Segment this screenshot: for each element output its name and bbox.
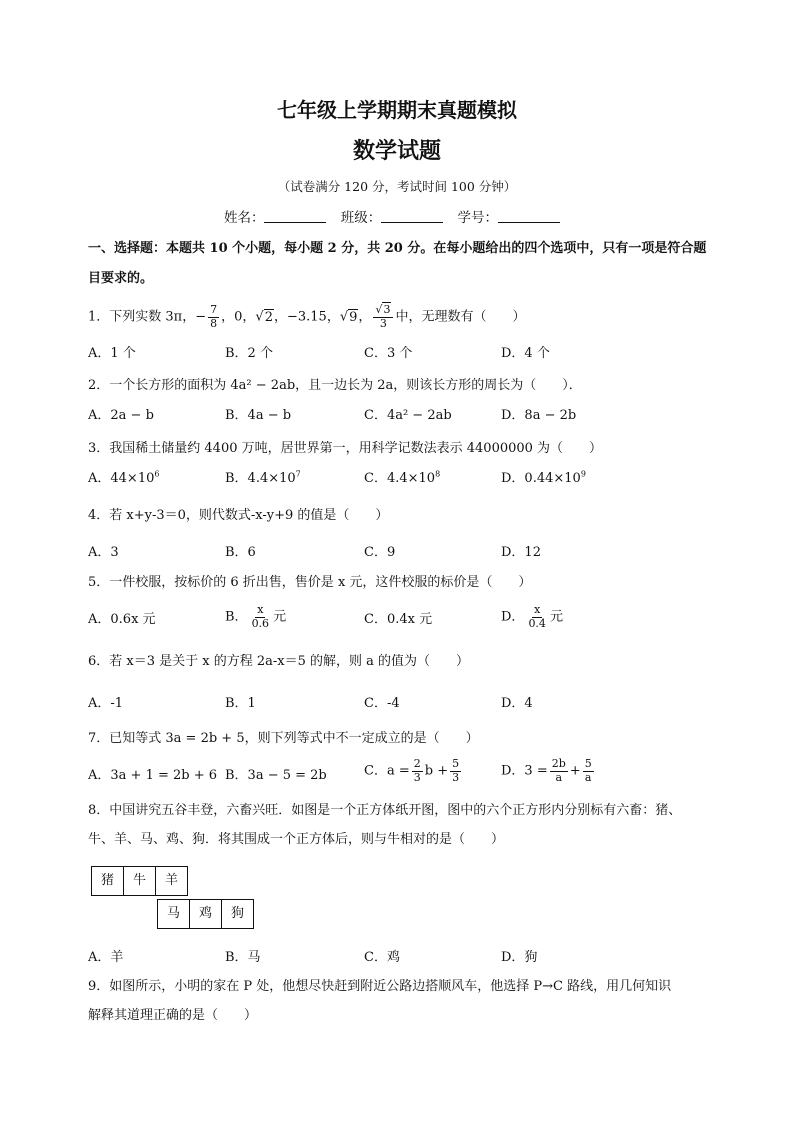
q7-c-den2: 3 (452, 770, 460, 784)
q3-option-b[interactable] (225, 467, 301, 486)
name-label: 姓名： (223, 210, 265, 226)
q2-option-d[interactable]: D．8a − 2b (501, 408, 577, 423)
q8-stem-line1: 8．中国讲究五谷丰登，六畜兴旺．如图是一个正方体纸开图，图中的六个正方形内分别标有六畜：猪、 (88, 803, 682, 818)
q5-b-den: 0.6 (251, 616, 270, 630)
cube-net-cell: 牛 (123, 866, 156, 896)
q3-c-base: C．4.4×10 (364, 471, 436, 486)
q6-option-a[interactable]: A．-1 (88, 696, 124, 711)
question-2: 2．一个长方形的面积为 4a² − 2ab，且一边长为 2a，则该长方形的周长为（ ）． (88, 378, 582, 393)
q1-stem-c: ，−3.15， (273, 309, 340, 325)
q4-option-d[interactable]: D．12 (501, 545, 541, 560)
q4-option-b[interactable]: B．6 (225, 545, 256, 560)
id-label: 学号： (457, 210, 499, 226)
q7-c-pre: C．a = (364, 763, 410, 779)
q7-c-den1: 3 (413, 770, 421, 784)
q7-c-mid: b + (424, 763, 449, 779)
q1-frac-den: 8 (210, 316, 218, 330)
q5-option-a[interactable]: A．0.6x 元 (88, 612, 156, 627)
q5-b-pre: B． (225, 609, 248, 625)
q1-frac2-den: 3 (379, 316, 387, 330)
q4-option-a[interactable]: A．3 (88, 545, 119, 560)
question-5: 5．一件校服，按标价的 6 折出售，售价是 x 元，这件校服的标价是（ ） (88, 575, 532, 590)
q8-option-c[interactable]: C．鸡 (364, 950, 400, 965)
q7-d-mid: + (569, 763, 581, 779)
q1-sqrt9: 9 (349, 309, 358, 325)
q8-option-d[interactable]: D．狗 (501, 950, 538, 965)
q1-fraction-2 (373, 304, 393, 330)
q5-b-post: 元 (273, 609, 287, 625)
q7-c-fraction-1 (412, 758, 423, 784)
q1-frac2-num: √3 (373, 304, 393, 318)
q7-d-num1: 2b (551, 757, 566, 770)
student-info-line (0, 206, 794, 226)
cube-net-cell: 狗 (221, 899, 254, 929)
q6-option-d[interactable]: D．4 (501, 696, 533, 711)
q5-d-den: 0.4 (528, 616, 546, 630)
question-3: 3．我国稀土储量约 4400 万吨，居世界第一，用科学记数法表示 44000000 为（ ） (88, 441, 603, 456)
q5-b-fraction (250, 604, 272, 630)
q1-sqrt2: 2 (264, 309, 273, 325)
cube-net-cell: 马 (157, 899, 190, 929)
q3-option-c[interactable] (364, 467, 440, 486)
q3-d-base: D．0.44×10 (501, 471, 581, 486)
q9-stem-line2: 解释其道理正确的是（ ） (88, 1008, 258, 1023)
q7-d-den1: a (555, 770, 563, 784)
q3-b-base: B．4.4×10 (225, 471, 296, 486)
q7-d-num2: 5 (584, 757, 592, 770)
question-7: 7．已知等式 3a = 2b + 5，则下列等式中不一定成立的是（ ） (88, 731, 479, 746)
q1-option-d[interactable]: D．4 个 (501, 346, 550, 361)
q7-option-a[interactable]: A．3a + 1 = 2b + 6 (88, 768, 218, 783)
q5-option-c[interactable]: C．0.4x 元 (364, 612, 433, 627)
q4-option-c[interactable]: C．9 (364, 545, 396, 560)
q1-stem-b: ，0， (221, 309, 256, 325)
q7-c-fraction-2 (450, 758, 461, 784)
q1-neg: − (195, 309, 207, 325)
q5-b-num: x (257, 603, 264, 616)
q1-option-c[interactable]: C．3 个 (364, 346, 413, 361)
q1-stem-a: 1．下列实数 3π， (88, 309, 196, 325)
q3-option-d[interactable] (501, 467, 586, 486)
question-6: 6．若 x＝3 是关于 x 的方程 2a-x＝5 的解，则 a 的值为（ ） (88, 654, 470, 669)
q1-frac-num: 7 (210, 303, 218, 316)
q1-stem-d: ， (358, 309, 372, 325)
q8-stem-line2: 牛、羊、马、鸡、狗．将其围成一个正方体后，则与牛相对的是（ ） (88, 832, 505, 847)
q7-d-fraction-2 (583, 758, 594, 784)
q1-fraction (208, 304, 219, 330)
class-label: 班级： (340, 210, 382, 226)
question-1: 1．下列实数 3π，− $\frac{7}{8}$ ，0，√2，−3.15，√9， $\frac{√3}{3}$ 中，无理数有（ ） (88, 303, 526, 330)
q3-d-exp: 9 (580, 469, 586, 479)
q7-c-num2: 5 (452, 757, 460, 770)
q7-option-b[interactable]: B．3a − 5 = 2b (225, 768, 327, 783)
cube-net-cell: 羊 (155, 866, 188, 896)
section-heading: 一、选择题：本题共 10 个小题，每小题 2 分，共 20 分。在每小题给出的四个选项中，只有一项是符合题目要求的。 (88, 241, 707, 286)
q1-stem-e: 中，无理数有（ ） (395, 309, 526, 325)
q5-d-num: x (534, 603, 541, 616)
q3-a-exp: 6 (154, 469, 160, 479)
q1-sqrt3: 3 (383, 303, 391, 316)
q3-c-exp: 8 (435, 469, 441, 479)
cube-net-figure (91, 866, 261, 932)
q1-option-a[interactable]: A．1 个 (88, 346, 136, 361)
question-8 (88, 796, 708, 854)
q5-option-b[interactable] (225, 604, 286, 630)
q2-option-a[interactable]: A．2a − b (88, 408, 154, 423)
cube-net-cell: 鸡 (189, 899, 222, 929)
class-field[interactable] (381, 209, 443, 223)
q7-d-den2: a (584, 770, 592, 784)
q5-option-d[interactable] (501, 604, 563, 630)
exam-subject: 数学试题 (352, 138, 441, 164)
q3-a-base: A．44×10 (88, 471, 155, 486)
q7-option-c[interactable] (364, 758, 463, 784)
q7-c-num1: 2 (413, 757, 421, 770)
q3-option-a[interactable] (88, 467, 159, 486)
q5-d-pre: D． (501, 609, 525, 625)
cube-net-cell: 猪 (91, 866, 124, 896)
q5-d-fraction (526, 604, 548, 630)
exam-subtitle: （试卷满分 120 分，考试时间 100 分钟） (277, 179, 517, 194)
q2-option-b[interactable]: B．4a − b (225, 408, 292, 423)
q2-option-c[interactable]: C．4a² − 2ab (364, 408, 452, 423)
q8-option-a[interactable]: A．羊 (88, 950, 124, 965)
name-field[interactable] (264, 209, 326, 223)
q3-b-exp: 7 (295, 469, 301, 479)
id-field[interactable] (498, 209, 560, 223)
q9-stem-line1: 9．如图所示，小明的家在 P 处，他想尽快赶到附近公路边搭顺风车，他选择 P→C 路线，用几何知识 (88, 979, 672, 994)
q5-d-post: 元 (549, 609, 563, 625)
q7-option-d[interactable] (501, 758, 596, 784)
question-9 (88, 972, 708, 1030)
exam-title: 七年级上学期期末真题模拟 (277, 98, 517, 122)
q7-d-fraction-1 (550, 758, 568, 784)
q6-option-c[interactable]: C．-4 (364, 696, 400, 711)
q8-option-b[interactable]: B．马 (225, 950, 261, 965)
question-4: 4．若 x+y-3＝0，则代数式-x-y+9 的值是（ ） (88, 508, 389, 523)
q1-option-b[interactable]: B．2 个 (225, 346, 273, 361)
q6-option-b[interactable]: B．1 (225, 696, 256, 711)
q7-d-pre: D．3 = (501, 763, 548, 779)
